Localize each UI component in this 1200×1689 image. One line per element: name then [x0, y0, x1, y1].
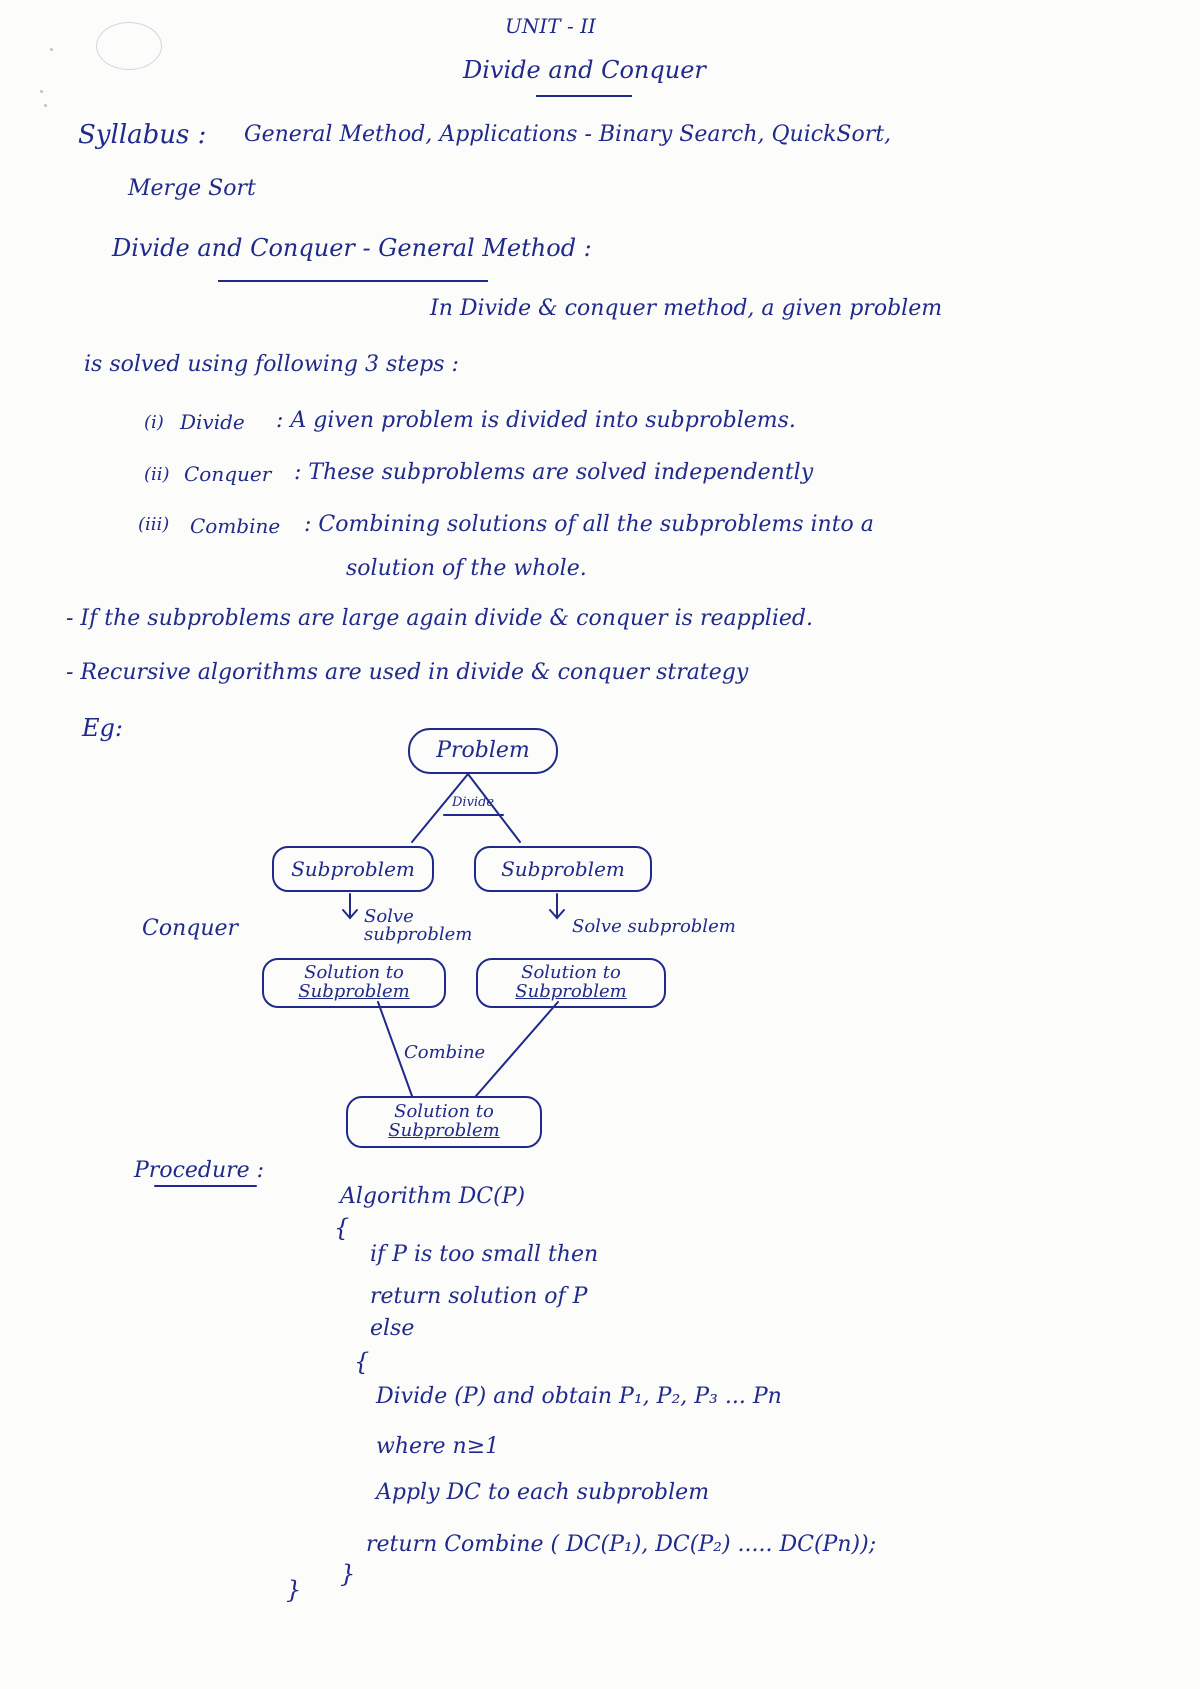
- code-line: where n≥1: [376, 1434, 500, 1459]
- section-heading: Divide and Conquer - General Method :: [112, 234, 592, 262]
- code-line: Apply DC to each subproblem: [376, 1480, 710, 1505]
- code-line: else: [370, 1316, 415, 1341]
- step-name: Conquer: [184, 462, 272, 486]
- code-line: return Combine ( DC(P₁), DC(P₂) ..... DC(Pn));: [366, 1532, 877, 1557]
- intro-line-1: In Divide & conquer method, a given problem: [430, 296, 943, 321]
- step-3-continuation: solution of the whole.: [346, 556, 587, 581]
- syllabus-label: Syllabus :: [78, 120, 207, 150]
- step-number: (i): [144, 412, 164, 433]
- bullet-item: - Recursive algorithms are used in divide & conquer strategy: [66, 660, 749, 685]
- unit-heading: UNIT - II: [505, 14, 596, 38]
- intro-line-2: is solved using following 3 steps :: [84, 352, 459, 377]
- code-line: {: [354, 1348, 370, 1376]
- code-line: if P is too small then: [370, 1242, 599, 1267]
- code-line: }: [286, 1576, 302, 1604]
- code-line: }: [340, 1560, 356, 1588]
- combine-line-right: [476, 1002, 558, 1096]
- bullet-item: - If the subproblems are large again divide & conquer is reapplied.: [66, 606, 813, 631]
- syllabus-line-1: General Method, Applications - Binary Search, QuickSort,: [244, 122, 892, 147]
- step-number: (ii): [144, 464, 170, 485]
- code-line: return solution of P: [370, 1284, 588, 1309]
- solution-line-1: Solution to: [394, 1101, 494, 1123]
- step-name: Combine: [190, 514, 281, 538]
- syllabus-line-2: Merge Sort: [128, 176, 256, 201]
- step-text: : These subproblems are solved independently: [294, 460, 814, 485]
- solve-label-right: Solve subproblem: [572, 916, 736, 937]
- subproblem-label: Subproblem: [291, 856, 415, 881]
- final-solution-box: [346, 1096, 542, 1148]
- combine-label: Combine: [404, 1042, 486, 1063]
- procedure-label: Procedure :: [134, 1158, 265, 1183]
- step-text: : A given problem is divided into subproblems.: [276, 408, 796, 433]
- divide-label: Divide: [452, 795, 495, 810]
- code-line: {: [334, 1214, 350, 1242]
- subproblem-label: Subproblem: [501, 856, 625, 881]
- solution-line-2: Subproblem: [515, 981, 627, 1002]
- solution-line-1: Solution to: [304, 962, 404, 984]
- solve-label-left: Solve subproblem: [364, 906, 473, 945]
- step-name: Divide: [180, 410, 245, 434]
- solution-line-2: Subproblem: [388, 1120, 500, 1141]
- step-number: (iii): [138, 514, 170, 535]
- problem-label: Problem: [436, 738, 530, 764]
- page-title: Divide and Conquer: [463, 56, 706, 84]
- problem-box: [408, 728, 558, 774]
- solution-line-1: Solution to: [521, 962, 621, 984]
- code-line: Divide (P) and obtain P₁, P₂, P₃ ... Pn: [376, 1384, 782, 1409]
- conquer-label: Conquer: [142, 916, 239, 941]
- example-label: Eg:: [82, 714, 123, 742]
- solution-box-left: [262, 958, 446, 1008]
- step-text: : Combining solutions of all the subproblems into a: [304, 512, 874, 537]
- code-line: Algorithm DC(P): [340, 1184, 526, 1209]
- solution-box-right: [476, 958, 666, 1008]
- subproblem-box-right: [474, 846, 652, 892]
- solution-line-2: Subproblem: [298, 981, 410, 1002]
- subproblem-box-left: [272, 846, 434, 892]
